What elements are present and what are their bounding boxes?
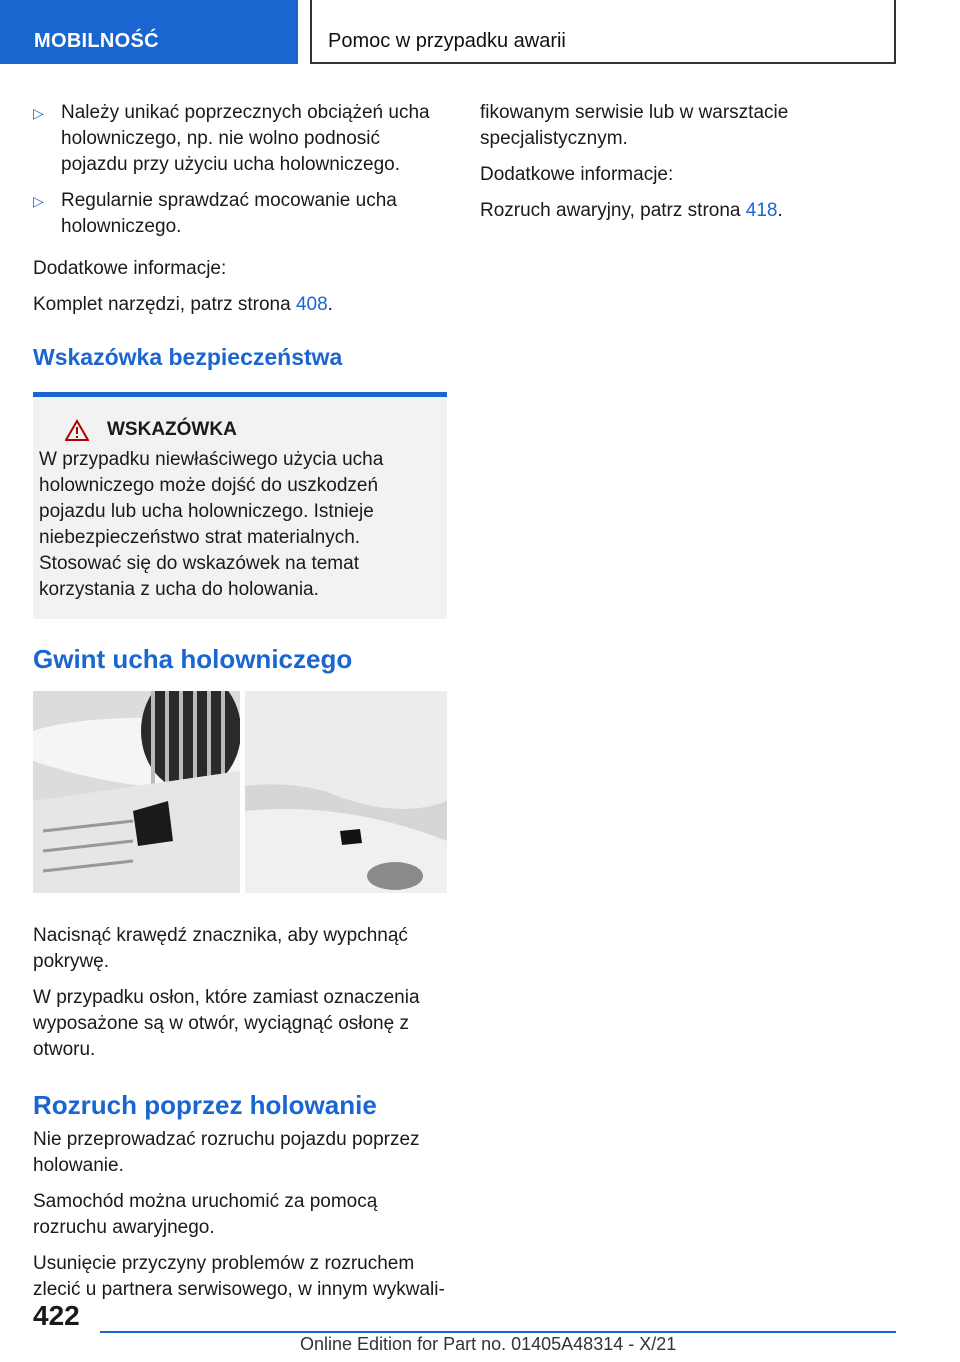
tow-paragraph-3: Usunięcie przyczyny problemów z rozruchem zlecić u partnera serwisowego, w innym wykwali- (33, 1253, 445, 1300)
chapter-header (310, 0, 896, 64)
tow-paragraph-1: Nie przeprowadzać rozruchu pojazdu poprzez holowanie. (33, 1129, 420, 1176)
continuation-text: fikowanym serwisie lub w warsztacie specjalistycznym. (480, 102, 789, 149)
left-column (33, 100, 447, 1313)
thread-paragraph-2: W przypadku osłon, które zamiast oznaczenia wyposażone są w otwór, wyciągnąć osłonę z otworu. (33, 987, 420, 1060)
jump-start-reference: Rozruch awaryjny, patrz strona 418. (480, 200, 783, 221)
info-label: Dodatkowe informacje: (33, 258, 227, 279)
page-link-418[interactable]: 418 (745, 200, 778, 221)
notice-body: W przypadku niewłaściwego użycia ucha holowniczego może dojść do uszkodzeń pojazdu lub ucha holowniczego. Istnieje niebezpieczeństwo strat materialnych. Stosować się do wskazówek na temat korzystania z ucha do holowania. (39, 449, 384, 600)
tools-reference: Komplet narzędzi, patrz strona 408. (33, 294, 333, 315)
triangle-bullet-icon: ▷ (33, 193, 44, 209)
list-item: ▷ Regularnie sprawdzać mocowanie ucha holowniczego. (33, 190, 397, 237)
tow-start-heading: Rozruch poprzez holowanie (33, 1090, 377, 1120)
triangle-bullet-icon: ▷ (33, 105, 44, 121)
warning-triangle-icon (65, 419, 89, 441)
section-title: MOBILNOŚĆ (34, 30, 159, 52)
section-tab (0, 0, 298, 64)
thread-paragraph-1: Nacisnąć krawędź znacznika, aby wypchnąć pokrywę. (33, 925, 408, 972)
footer-divider (100, 1331, 896, 1333)
edition-note: Online Edition for Part no. 01405A48314 - X/21 (300, 1334, 677, 1354)
page-link-408[interactable]: 408 (295, 294, 328, 315)
info-label: Dodatkowe informacje: (480, 164, 674, 185)
right-column (480, 100, 900, 234)
chapter-title: Pomoc w przypadku awarii (328, 30, 566, 52)
tow-paragraph-2: Samochód można uruchomić za pomocą rozruchu awaryjnego. (33, 1191, 378, 1238)
rear-bumper-image (245, 691, 447, 893)
safety-heading: Wskazówka bezpieczeństwa (33, 344, 343, 370)
list-item: ▷ Należy unikać poprzecznych obciążeń ucha holowniczego, np. nie wolno podnosić pojazdu przy użyciu ucha holowniczego. (33, 102, 430, 175)
notice-title: WSKAZÓWKA (107, 419, 237, 440)
notice-box (33, 392, 447, 619)
thread-heading: Gwint ucha holowniczego (33, 644, 353, 674)
front-bumper-image (33, 691, 240, 893)
page-number: 422 (33, 1300, 80, 1331)
notice-header (39, 417, 447, 443)
towing-eye-images (33, 691, 447, 893)
